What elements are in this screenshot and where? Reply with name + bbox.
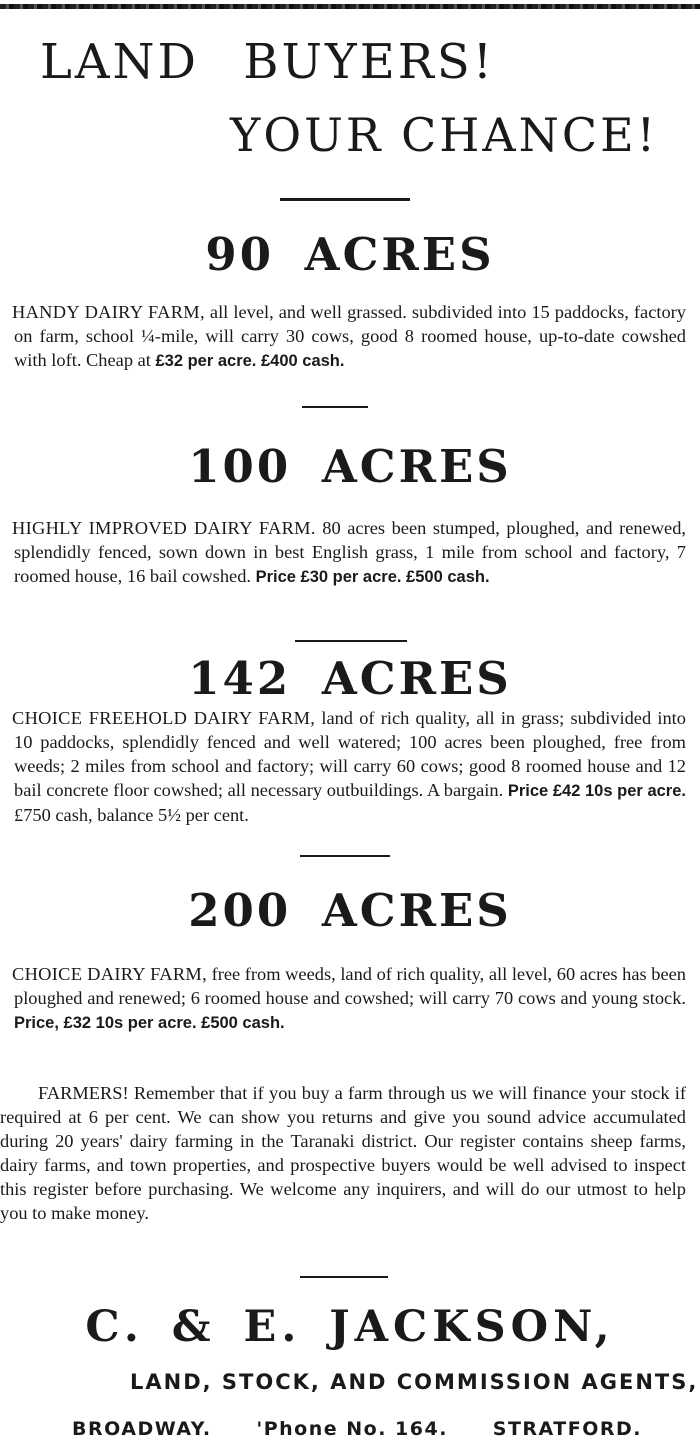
listing-lead: CHOICE DAIRY FARM, xyxy=(12,964,207,984)
headline-your-chance: YOUR CHANCE! xyxy=(230,108,659,162)
listing-description xyxy=(14,516,686,589)
listing-acres-heading: 200 ACRES xyxy=(188,884,512,937)
listing-price: Price £42 10s per acre. xyxy=(507,782,686,800)
listing-lead: HANDY DAIRY FARM, xyxy=(12,302,205,322)
divider xyxy=(300,855,390,857)
listing-lead: CHOICE FREEHOLD DAIRY FARM, xyxy=(12,708,316,728)
firm-phone: 'Phone No. 164. xyxy=(256,1418,448,1440)
firm-town: STRATFORD. xyxy=(492,1418,642,1440)
divider xyxy=(302,406,368,408)
listing-acres-heading: 100 ACRES xyxy=(188,440,512,493)
listing-description xyxy=(14,706,686,827)
listing-body: all level, and well grassed. subdivided into 15 paddocks, factory on farm, school ¼-mile, will carry 30 cows, good 8 roomed house, up-to-date cowshed with loft. Cheap at xyxy=(14,302,686,370)
listing-price: Price, £32 10s per acre. £500 cash. xyxy=(14,1014,285,1032)
firm-name: C. & E. JACKSON, xyxy=(85,1302,615,1352)
top-border-rule xyxy=(0,4,700,9)
listing-body: land of rich quality, all in grass; subdivided into 10 paddocks, splendidly fenced and well watered; 100 acres been ploughed, free from weeds; 2 miles from school and factory; will carry 60 cows; good 8 roomed house and 12 bail concrete floor cowshed; all necessary outbuildings. A bargain. xyxy=(14,708,686,800)
listing-lead: HIGHLY IMPROVED DAIRY FARM. xyxy=(12,518,316,538)
divider xyxy=(300,1276,388,1278)
listing-price: Price £30 per acre. £500 cash. xyxy=(255,568,490,586)
firm-trade-line: LAND, STOCK, AND COMMISSION AGENTS, xyxy=(130,1370,699,1394)
firm-address-line xyxy=(72,1418,642,1440)
listing-acres-heading: 90 ACRES xyxy=(205,228,495,281)
farmers-notice: FARMERS! Remember that if you buy a farm through us we will finance your stock if required at 6 per cent. We can show you returns and give you sound advice accumulated during 20 years' dairy farming in the Taranaki district. Our register contains sheep farms, dairy farms, and town properties, and prospective buyers would be well advised to inspect this register before purchasing. We welcome any inquirers, and will do our utmost to help you to make money. xyxy=(0,1083,686,1223)
divider xyxy=(280,198,410,201)
listing-body: free from weeds, land of rich quality, all level, 60 acres has been ploughed and renewed; 6 roomed house and cowshed; will carry 70 cows and young stock. xyxy=(14,964,686,1008)
headline-land-buyers: LAND BUYERS! xyxy=(40,34,496,90)
firm-street: BROADWAY. xyxy=(72,1418,212,1440)
listing-description xyxy=(14,962,686,1035)
listing-acres-heading: 142 ACRES xyxy=(188,652,512,705)
listing-description xyxy=(14,300,686,373)
listing-body: 80 acres been stumped, ploughed, and renewed, splendidly fenced, sown down in best English grass, 1 mile from school and factory, 7 roomed house, 16 bail cowshed. xyxy=(14,518,686,586)
divider xyxy=(295,640,407,642)
listing-tail: £750 cash, balance 5½ per cent. xyxy=(14,805,249,825)
listing-price: £32 per acre. £400 cash. xyxy=(155,352,345,370)
